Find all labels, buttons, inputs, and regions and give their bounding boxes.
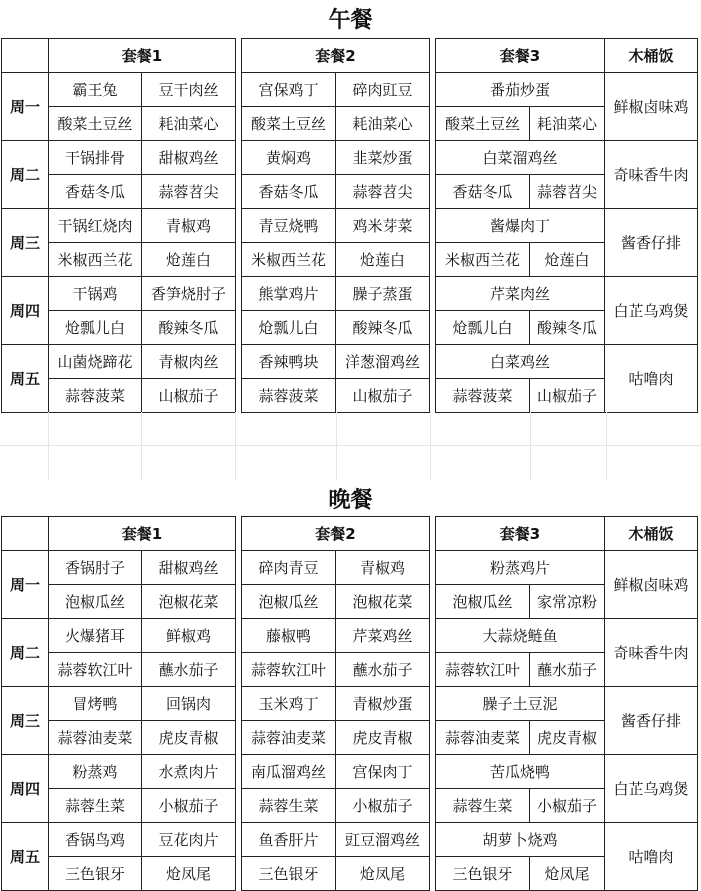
dish-cell: 香笋烧肘子 bbox=[142, 277, 236, 311]
dish-cell: 香菇冬瓜 bbox=[242, 175, 336, 209]
bucket-rice-dish: 酱香仔排 bbox=[605, 209, 698, 277]
dish-cell: 南瓜溜鸡丝 bbox=[242, 755, 336, 789]
dish-cell: 粉蒸鸡片 bbox=[436, 551, 605, 585]
dish-cell: 蒜蓉油麦菜 bbox=[242, 721, 336, 755]
dish-cell: 玉米鸡丁 bbox=[242, 687, 336, 721]
dish-cell: 蒜蓉软江叶 bbox=[436, 653, 530, 687]
dish-cell: 蒜蓉生菜 bbox=[242, 789, 336, 823]
day-label: 周四 bbox=[2, 277, 49, 345]
header-set-3: 套餐3 bbox=[436, 39, 605, 73]
dish-cell: 泡椒花菜 bbox=[142, 585, 236, 619]
header-row bbox=[2, 39, 698, 73]
table-row bbox=[2, 857, 698, 891]
dish-cell: 干锅排骨 bbox=[49, 141, 142, 175]
header-corner bbox=[2, 517, 49, 551]
header-bucket-rice: 木桶饭 bbox=[605, 39, 698, 73]
dish-cell: 大蒜烧鲢鱼 bbox=[436, 619, 605, 653]
day-label: 周四 bbox=[2, 755, 49, 823]
dish-cell: 胡萝卜烧鸡 bbox=[436, 823, 605, 857]
header-set-2: 套餐2 bbox=[242, 517, 430, 551]
header-set-2: 套餐2 bbox=[242, 39, 430, 73]
dish-cell: 酸辣冬瓜 bbox=[336, 311, 430, 345]
bucket-rice-dish: 鲜椒卤味鸡 bbox=[605, 73, 698, 141]
dish-cell: 三色银牙 bbox=[242, 857, 336, 891]
header-set-3: 套餐3 bbox=[436, 517, 605, 551]
dish-cell: 炝瓢儿白 bbox=[242, 311, 336, 345]
bucket-rice-dish: 白芷乌鸡煲 bbox=[605, 277, 698, 345]
table-row bbox=[2, 243, 698, 277]
bucket-rice-dish: 咕噜肉 bbox=[605, 823, 698, 891]
bucket-rice-dish: 酱香仔排 bbox=[605, 687, 698, 755]
dish-cell: 酱爆肉丁 bbox=[436, 209, 605, 243]
dish-cell: 熊掌鸡片 bbox=[242, 277, 336, 311]
bucket-rice-dish: 奇味香牛肉 bbox=[605, 619, 698, 687]
dish-cell: 干锅鸡 bbox=[49, 277, 142, 311]
dish-cell: 韭菜炒蛋 bbox=[336, 141, 430, 175]
dish-cell: 虎皮青椒 bbox=[336, 721, 430, 755]
table-row bbox=[2, 175, 698, 209]
day-label: 周一 bbox=[2, 73, 49, 141]
dish-cell: 豆干肉丝 bbox=[142, 73, 236, 107]
dish-cell: 酸菜土豆丝 bbox=[49, 107, 142, 141]
dish-cell: 泡椒瓜丝 bbox=[242, 585, 336, 619]
dish-cell: 蘸水茄子 bbox=[336, 653, 430, 687]
dish-cell: 泡椒花菜 bbox=[336, 585, 430, 619]
table-row bbox=[2, 277, 698, 311]
bucket-rice-dish: 奇味香牛肉 bbox=[605, 141, 698, 209]
dish-cell: 蒜蓉菠菜 bbox=[242, 379, 336, 413]
dish-cell: 宫保肉丁 bbox=[336, 755, 430, 789]
lunch-menu-table bbox=[1, 38, 698, 413]
dish-cell: 蘸水茄子 bbox=[530, 653, 605, 687]
dish-cell: 青椒鸡 bbox=[336, 551, 430, 585]
dish-cell: 小椒茄子 bbox=[142, 789, 236, 823]
dish-cell: 酸辣冬瓜 bbox=[530, 311, 605, 345]
dinner-title: 晚餐 bbox=[328, 486, 373, 513]
dish-cell: 山菌烧蹄花 bbox=[49, 345, 142, 379]
dish-cell: 炝瓢儿白 bbox=[436, 311, 530, 345]
dish-cell: 芹菜肉丝 bbox=[436, 277, 605, 311]
dish-cell: 青椒鸡 bbox=[142, 209, 236, 243]
dish-cell: 回锅肉 bbox=[142, 687, 236, 721]
dish-cell: 白菜鸡丝 bbox=[436, 345, 605, 379]
blank-gridlines bbox=[0, 412, 701, 480]
dish-cell: 番茄炒蛋 bbox=[436, 73, 605, 107]
dish-cell: 耗油菜心 bbox=[530, 107, 605, 141]
bucket-rice-dish: 白芷乌鸡煲 bbox=[605, 755, 698, 823]
bucket-rice-dish: 咕噜肉 bbox=[605, 345, 698, 413]
dish-cell: 青椒肉丝 bbox=[142, 345, 236, 379]
dish-cell: 粉蒸鸡 bbox=[49, 755, 142, 789]
dish-cell: 炝凤尾 bbox=[142, 857, 236, 891]
table-row bbox=[2, 379, 698, 413]
dish-cell: 耗油菜心 bbox=[336, 107, 430, 141]
table-row bbox=[2, 721, 698, 755]
dish-cell: 黄焖鸡 bbox=[242, 141, 336, 175]
dish-cell: 炝莲白 bbox=[336, 243, 430, 277]
table-row bbox=[2, 585, 698, 619]
dish-cell: 宫保鸡丁 bbox=[242, 73, 336, 107]
dish-cell: 米椒西兰花 bbox=[436, 243, 530, 277]
table-row bbox=[2, 209, 698, 243]
dish-cell: 霸王兔 bbox=[49, 73, 142, 107]
table-row bbox=[2, 619, 698, 653]
dish-cell: 三色银牙 bbox=[436, 857, 530, 891]
day-label: 周三 bbox=[2, 209, 49, 277]
day-label: 周五 bbox=[2, 823, 49, 891]
dish-cell: 米椒西兰花 bbox=[49, 243, 142, 277]
dish-cell: 苦瓜烧鸭 bbox=[436, 755, 605, 789]
table-row bbox=[2, 311, 698, 345]
dish-cell: 家常凉粉 bbox=[530, 585, 605, 619]
day-label: 周二 bbox=[2, 619, 49, 687]
dish-cell: 山椒茄子 bbox=[336, 379, 430, 413]
dish-cell: 臊子蒸蛋 bbox=[336, 277, 430, 311]
dish-cell: 米椒西兰花 bbox=[242, 243, 336, 277]
dish-cell: 酸菜土豆丝 bbox=[242, 107, 336, 141]
dish-cell: 山椒茄子 bbox=[142, 379, 236, 413]
dish-cell: 冒烤鸭 bbox=[49, 687, 142, 721]
day-label: 周一 bbox=[2, 551, 49, 619]
dish-cell: 蒜蓉油麦菜 bbox=[49, 721, 142, 755]
dish-cell: 鲜椒鸡 bbox=[142, 619, 236, 653]
dish-cell: 虎皮青椒 bbox=[142, 721, 236, 755]
dish-cell: 鸡米芽菜 bbox=[336, 209, 430, 243]
header-set-1: 套餐1 bbox=[49, 517, 236, 551]
day-label: 周二 bbox=[2, 141, 49, 209]
table-row bbox=[2, 551, 698, 585]
lunch-title: 午餐 bbox=[328, 6, 373, 33]
dish-cell: 蒜蓉生菜 bbox=[49, 789, 142, 823]
dish-cell: 炝凤尾 bbox=[336, 857, 430, 891]
dish-cell: 泡椒瓜丝 bbox=[436, 585, 530, 619]
dinner-menu-table bbox=[1, 516, 698, 891]
dish-cell: 蘸水茄子 bbox=[142, 653, 236, 687]
dish-cell: 香菇冬瓜 bbox=[49, 175, 142, 209]
table-row bbox=[2, 653, 698, 687]
dish-cell: 蒜蓉软江叶 bbox=[242, 653, 336, 687]
table-row bbox=[2, 789, 698, 823]
dish-cell: 香菇冬瓜 bbox=[436, 175, 530, 209]
dish-cell: 豆花肉片 bbox=[142, 823, 236, 857]
dish-cell: 蒜蓉油麦菜 bbox=[436, 721, 530, 755]
bucket-rice-dish: 鲜椒卤味鸡 bbox=[605, 551, 698, 619]
dish-cell: 炝莲白 bbox=[530, 243, 605, 277]
dish-cell: 白菜溜鸡丝 bbox=[436, 141, 605, 175]
header-set-1: 套餐1 bbox=[49, 39, 236, 73]
dish-cell: 小椒茄子 bbox=[530, 789, 605, 823]
dish-cell: 鱼香肝片 bbox=[242, 823, 336, 857]
dish-cell: 香锅鸟鸡 bbox=[49, 823, 142, 857]
dish-cell: 蒜蓉菠菜 bbox=[436, 379, 530, 413]
dish-cell: 香锅肘子 bbox=[49, 551, 142, 585]
dish-cell: 炝莲白 bbox=[142, 243, 236, 277]
dish-cell: 火爆猪耳 bbox=[49, 619, 142, 653]
day-label: 周五 bbox=[2, 345, 49, 413]
dish-cell: 酸菜土豆丝 bbox=[436, 107, 530, 141]
dish-cell: 小椒茄子 bbox=[336, 789, 430, 823]
dish-cell: 香辣鸭块 bbox=[242, 345, 336, 379]
dish-cell: 芹菜鸡丝 bbox=[336, 619, 430, 653]
dish-cell: 炝瓢儿白 bbox=[49, 311, 142, 345]
dish-cell: 泡椒瓜丝 bbox=[49, 585, 142, 619]
dish-cell: 臊子土豆泥 bbox=[436, 687, 605, 721]
table-row bbox=[2, 755, 698, 789]
dish-cell: 碎肉青豆 bbox=[242, 551, 336, 585]
table-row bbox=[2, 73, 698, 107]
dish-cell: 蒜蓉软江叶 bbox=[49, 653, 142, 687]
dish-cell: 蒜蓉苕尖 bbox=[142, 175, 236, 209]
table-row bbox=[2, 687, 698, 721]
dish-cell: 碎肉豇豆 bbox=[336, 73, 430, 107]
dish-cell: 洋葱溜鸡丝 bbox=[336, 345, 430, 379]
dish-cell: 酸辣冬瓜 bbox=[142, 311, 236, 345]
dish-cell: 炝凤尾 bbox=[530, 857, 605, 891]
header-row bbox=[2, 517, 698, 551]
table-row bbox=[2, 345, 698, 379]
dish-cell: 水煮肉片 bbox=[142, 755, 236, 789]
dish-cell: 藤椒鸭 bbox=[242, 619, 336, 653]
dish-cell: 青豆烧鸭 bbox=[242, 209, 336, 243]
day-label: 周三 bbox=[2, 687, 49, 755]
dish-cell: 甜椒鸡丝 bbox=[142, 141, 236, 175]
dish-cell: 豇豆溜鸡丝 bbox=[336, 823, 430, 857]
dish-cell: 蒜蓉苕尖 bbox=[530, 175, 605, 209]
dish-cell: 虎皮青椒 bbox=[530, 721, 605, 755]
dish-cell: 甜椒鸡丝 bbox=[142, 551, 236, 585]
dish-cell: 青椒炒蛋 bbox=[336, 687, 430, 721]
dish-cell: 蒜蓉菠菜 bbox=[49, 379, 142, 413]
header-corner bbox=[2, 39, 49, 73]
table-row bbox=[2, 141, 698, 175]
dish-cell: 蒜蓉生菜 bbox=[436, 789, 530, 823]
table-row bbox=[2, 107, 698, 141]
dish-cell: 山椒茄子 bbox=[530, 379, 605, 413]
dish-cell: 耗油菜心 bbox=[142, 107, 236, 141]
header-bucket-rice: 木桶饭 bbox=[605, 517, 698, 551]
dish-cell: 三色银牙 bbox=[49, 857, 142, 891]
dish-cell: 蒜蓉苕尖 bbox=[336, 175, 430, 209]
dish-cell: 干锅红烧肉 bbox=[49, 209, 142, 243]
table-row bbox=[2, 823, 698, 857]
